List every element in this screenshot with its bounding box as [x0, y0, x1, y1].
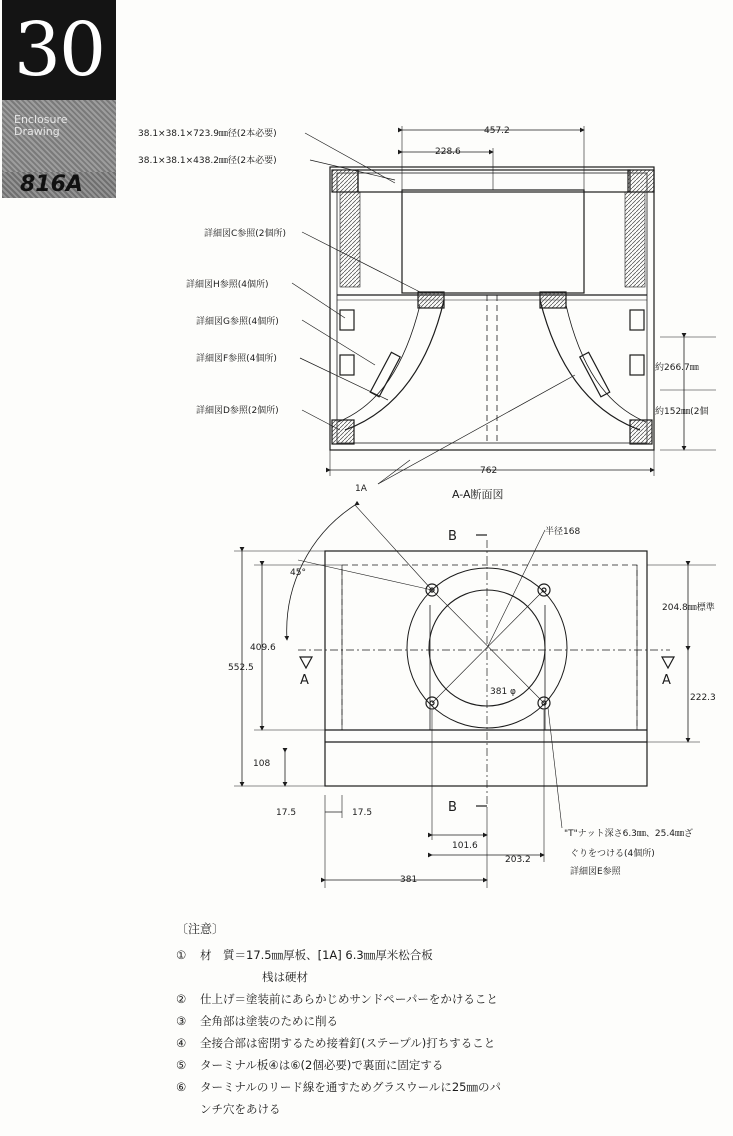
badge-subtitle: Enclosure Drawing	[14, 113, 68, 138]
throat-block	[540, 292, 566, 308]
note-item	[176, 1032, 726, 1054]
dim-2048: 204.8㎜標準	[662, 603, 715, 613]
dim-1016: 101.6	[452, 841, 478, 851]
dia-381: 381 φ	[490, 687, 516, 697]
note-text: ターミナルのリード線を通すためグラスウールに25㎜のパ	[200, 1080, 501, 1094]
note-item	[176, 1076, 726, 1098]
dim-409: 409.6	[250, 643, 276, 653]
horn-mouth	[402, 190, 584, 293]
section-b-bottom: B	[448, 800, 457, 815]
section-labels	[138, 126, 708, 501]
corner-block	[332, 170, 358, 192]
dim-762: 762	[480, 466, 498, 476]
detail-e: 詳細図E参照	[570, 867, 621, 877]
label-1a: 1A	[355, 484, 367, 494]
dim-175-left: 17.5	[276, 808, 297, 818]
note-text: ンチ穴をあける	[200, 1102, 281, 1116]
model-number: 816A	[20, 172, 83, 197]
cabinet-inner-line	[337, 173, 647, 443]
dim-552: 552.5	[228, 663, 254, 673]
note-number: ③	[176, 1014, 187, 1028]
cabinet-outline	[330, 167, 654, 450]
note-number: ⑥	[176, 1080, 187, 1094]
leader	[548, 708, 562, 828]
note-number: ⑤	[176, 1058, 187, 1072]
section-a-right: A	[662, 673, 671, 688]
section-title: A-A断面図	[452, 488, 504, 501]
section-view	[292, 126, 716, 484]
note-item	[176, 1098, 726, 1120]
note-item	[176, 1054, 726, 1076]
dim-152: 約152㎜(2個	[655, 407, 709, 417]
dim-381: 381	[400, 875, 418, 885]
cleat	[630, 310, 644, 330]
radius-label: 半径168	[545, 527, 581, 537]
corner-block	[628, 170, 654, 192]
angle-ray	[298, 560, 432, 590]
note-item	[176, 966, 726, 988]
callout-detail-g: 詳細図G参照(4個所)	[196, 317, 279, 327]
leader	[300, 358, 388, 400]
callout-detail-f: 詳細図F参照(4個所)	[196, 354, 277, 364]
notes-title: 〔注意〕	[176, 922, 225, 936]
radius-leader	[487, 530, 545, 648]
note-number: ②	[176, 992, 187, 1006]
dim-2032: 203.2	[505, 855, 531, 865]
cleat	[340, 355, 354, 375]
note-text: 仕上げ＝塗装前にあらかじめサンドペーパーをかけること	[200, 992, 498, 1006]
note-text: 桟は硬材	[262, 970, 308, 984]
angle-ray	[355, 505, 432, 590]
note-text: ターミナル板④は⑥(2個必要)で裏面に固定する	[200, 1058, 444, 1072]
note-text: 全角部は塗装のために削る	[200, 1014, 338, 1028]
throat-block	[418, 292, 444, 308]
horn-wall-right-outer	[566, 305, 646, 422]
note-number	[176, 1098, 200, 1120]
callout-detail-c: 詳細図C参照(2個所)	[204, 229, 287, 239]
note-text: 全接合部は密閉するため接着釘(ステープル)打ちすること	[200, 1036, 496, 1050]
section-b-top: B	[448, 529, 457, 544]
note-number: ④	[176, 1036, 187, 1050]
section-a-left: A	[300, 673, 309, 688]
cleat	[630, 355, 644, 375]
angle-label: 45°	[290, 568, 306, 578]
dim-457: 457.2	[484, 126, 510, 136]
section-a-arrow	[300, 657, 312, 668]
dim-2223: 222.3	[690, 693, 716, 703]
callout-detail-h: 詳細図H参照(4個所)	[186, 280, 269, 290]
corner-block	[332, 420, 354, 444]
left-damping	[340, 192, 360, 287]
corner-block	[630, 420, 652, 444]
section-a-arrow	[662, 657, 674, 668]
leader	[378, 460, 410, 484]
tnut-note: "T"ナット深さ6.3㎜、25.4㎜ざ	[564, 829, 693, 839]
plan-labels	[228, 525, 716, 885]
tnut-note-2: ぐりをつける(4個所)	[570, 849, 655, 859]
cleat	[340, 310, 354, 330]
note-item	[176, 944, 726, 966]
dim-175-right: 17.5	[352, 808, 373, 818]
brace-f	[370, 352, 400, 396]
note-text: 材 質＝17.5㎜厚板、[1A] 6.3㎜厚米松合板	[200, 948, 433, 962]
dim-228: 228.6	[435, 147, 461, 157]
notes-section	[176, 918, 726, 1120]
dim-108: 108	[253, 759, 271, 769]
note-item	[176, 1010, 726, 1032]
callout-detail-d: 詳細図D参照(2個所)	[196, 406, 279, 416]
page-number: 30	[2, 0, 116, 100]
note-number: ①	[176, 948, 187, 962]
throat-lines	[430, 605, 545, 730]
callout-723: 38.1×38.1×723.9㎜径(2本必要)	[138, 129, 277, 139]
horn-wall-left-outer	[338, 305, 420, 422]
callout-438: 38.1×38.1×438.2㎜径(2本必要)	[138, 156, 277, 166]
baffle-outline	[325, 551, 647, 786]
leader	[302, 320, 375, 365]
leader	[378, 375, 575, 484]
note-item	[176, 988, 726, 1010]
right-damping	[625, 192, 645, 287]
dim-266: 約266.7㎜	[655, 363, 699, 373]
